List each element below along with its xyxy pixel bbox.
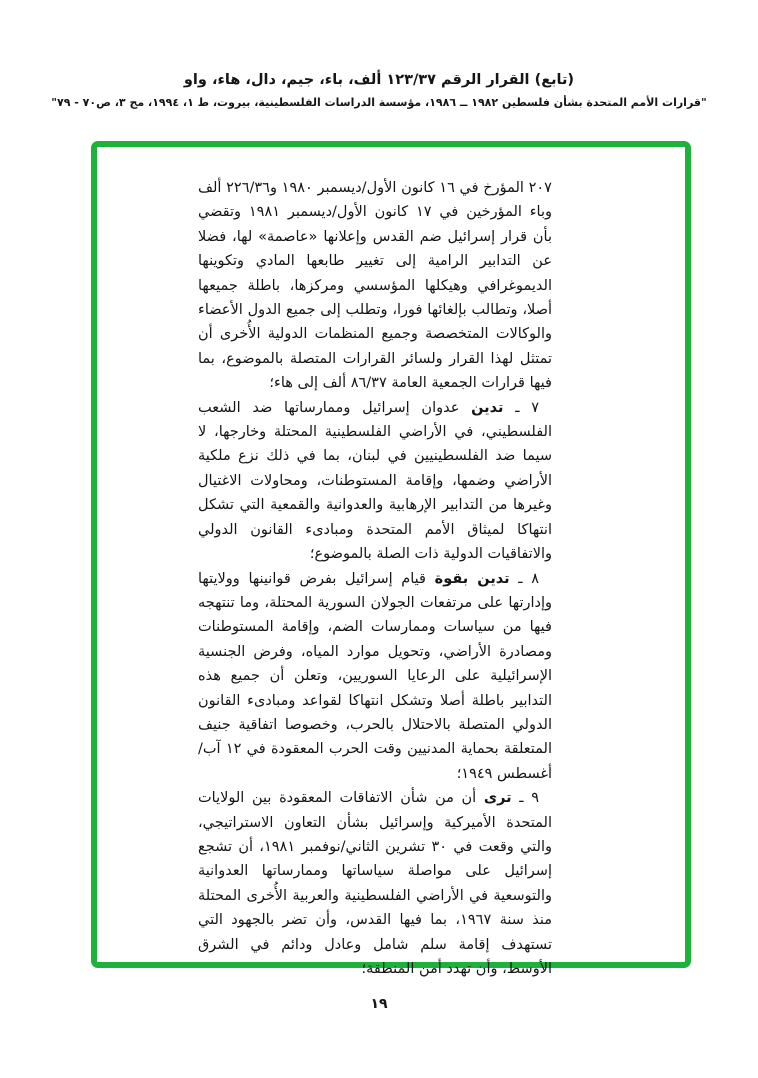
- paragraph-clause-8: [198, 567, 552, 787]
- paragraph-prefix: ٩ ـ: [511, 790, 540, 807]
- paragraph-prefix: ٧ ـ: [503, 399, 540, 416]
- paragraph-clause-7: [198, 396, 552, 567]
- paragraph-continuation: [198, 176, 552, 396]
- paragraph-text: عدوان إسرائيل وممارساتها ضد الشعب الفلسطيني، في الأراضي الفلسطينية المحتلة وخارجها، لا سيما ضد الفلسطينيين في لبنان، بما في ذلك نزع ملكية الأراضي وضمها، وإقامة المستوطنات، ومحاولات الاغتيال وغيرها من التدابير الإرهابية والعدوانية والقمعية التي تشكل انتهاكا لميثاق الأمم المتحدة ومبادىء القانون الدولي والاتفاقيات الدولية ذات الصلة بالموضوع؛: [198, 399, 552, 563]
- paragraph-prefix: ٨ ـ: [509, 570, 540, 587]
- document-body: [198, 176, 552, 981]
- resolution-title: (تابع) القرار الرقم ١٢٣/٣٧ ألف، باء، جيم، دال، هاء، واو: [183, 72, 575, 88]
- paragraph-bold-lead: تدين بقوة: [434, 570, 510, 587]
- page-header: [0, 72, 758, 109]
- paragraph-bold-lead: ترى: [483, 790, 512, 807]
- source-citation: "قرارات الأمم المتحدة بشأن فلسطين ١٩٨٢ ــ ١٩٨٦، مؤسسة الدراسات الفلسطينية، بيروت، ط ١، ١٩٩٤، مج ٣، ص٧٠ - ٧٩": [51, 96, 707, 109]
- paragraph-clause-9: [198, 786, 552, 981]
- paragraph-text: ٢٠٧ المؤرخ في ١٦ كانون الأول/ديسمبر ١٩٨٠ و٢٢٦/٣٦ ألف وباء المؤرخين في ١٧ كانون الأول/ديسمبر ١٩٨١ وتقضي بأن قرار إسرائيل ضم القدس وإعلانها «عاصمة» لها، فضلا عن التدابير الرامية إلى تغيير طابعها المادي وتكوينها الديموغرافي وهيكلها المؤسسي ومركزها، باطلة جميعها أصلا، وتطالب بإلغائها فورا، وتطلب إلى جميع الدول الأعضاء والوكالات المتخصصة وجميع المنظمات الدولية الأُخرى أن تمتثل لهذا القرار ولسائر القرارات المتصلة بالموضوع، بما فيها قرارات الجمعية العامة ٨٦/٣٧ ألف إلى هاء؛: [198, 180, 552, 392]
- paragraph-text: قيام إسرائيل بفرض قوانينها وولايتها وإدارتها على مرتفعات الجولان السورية المحتلة، وما تنتهجه فيها من سياسات وممارسات الضم، وإقامة المستوطنات ومصادرة الأراضي، وتحويل موارد المياه، وفرض الجنسية الإسرائيلية على الرعايا السوريين، وتعلن أن جميع هذه التدابير باطلة أصلا وتشكل انتهاكا لقواعد ومبادىء القانون الدولي المتصلة بالاحتلال بالحرب، وخصوصا اتفاقية جنيف المتعلقة بحماية المدنيين وقت الحرب المعقودة في ١٢ آب/أغسطس ١٩٤٩؛: [198, 570, 552, 782]
- paragraph-bold-lead: تدين: [471, 399, 504, 416]
- paragraph-text: أن من شأن الاتفاقات المعقودة بين الولايات المتحدة الأميركية وإسرائيل بشأن التعاون الاستراتيجي، والتي وقعت في ٣٠ تشرين الثاني/نوفمبر ١٩٨١، أن تشجع إسرائيل على مواصلة سياساتها وممارساتها العدوانية والتوسعية في الأراضي الفلسطينية والعربية الأُخرى المحتلة منذ سنة ١٩٦٧، بما فيها القدس، وأن تضر بالجهود التي تستهدف إقامة سلم شامل وعادل ودائم في الشرق الأوسط، وأن تهدد أمن المنطقة؛: [198, 790, 552, 977]
- page-number: ١٩: [370, 996, 388, 1012]
